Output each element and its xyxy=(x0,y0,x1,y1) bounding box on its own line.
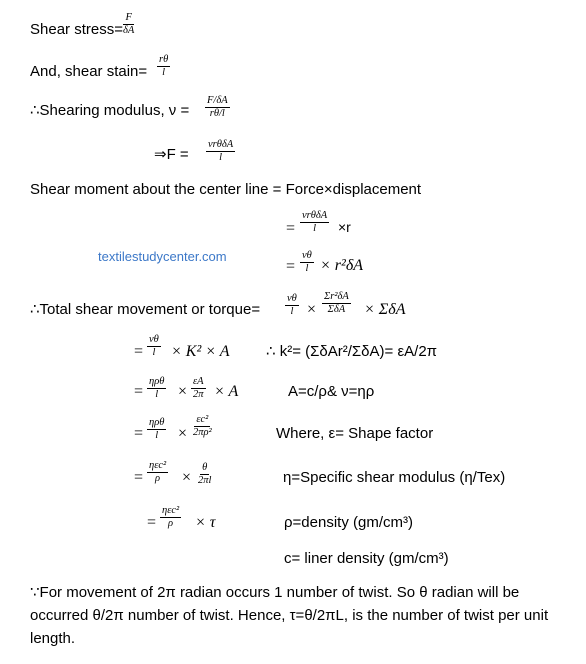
shearing-modulus-fraction xyxy=(205,95,230,120)
torque-fraction-1 xyxy=(285,293,299,318)
fraction-numerator: εA xyxy=(193,376,204,387)
fraction-numerator: ηρθ xyxy=(149,376,165,387)
fraction-numerator: θ xyxy=(202,462,208,473)
fraction-numerator: Σr²δA xyxy=(324,291,349,302)
equals-sign: = xyxy=(286,220,296,237)
shearing-modulus-label: ∴Shearing modulus, ν = xyxy=(30,102,190,119)
times-sign: × xyxy=(307,301,317,318)
density-note: ρ=density (gm/cm³) xyxy=(284,514,413,531)
linear-density-note: c= liner density (gm/cm³) xyxy=(284,550,449,567)
fraction-denominator: l xyxy=(219,152,223,163)
fraction-denominator: ΣδA xyxy=(327,304,346,315)
fraction-numerator: rθ xyxy=(159,54,169,65)
r1-fraction xyxy=(147,334,161,359)
force-label: ⇒F = xyxy=(154,146,189,163)
equals-sign: = xyxy=(134,383,144,400)
shear-strain-label: And, shear stain= xyxy=(30,63,148,80)
r3-fraction-1 xyxy=(147,417,166,442)
fraction-denominator: l xyxy=(152,347,156,358)
fraction-numerator: νrθδA xyxy=(208,139,234,150)
fraction-numerator: εc² xyxy=(196,414,209,425)
equals-sign: = xyxy=(134,425,144,442)
shear-stress-fraction xyxy=(121,12,136,37)
fraction-denominator: δA xyxy=(123,25,135,36)
shear-strain-fraction xyxy=(157,54,170,79)
total-torque-label: ∴Total shear movement or torque= xyxy=(30,301,261,318)
watermark-text: textilestudycenter.com xyxy=(98,249,227,264)
fraction-numerator: F xyxy=(125,12,132,23)
r4-fraction-2 xyxy=(196,462,213,487)
moment-fraction-2 xyxy=(300,250,314,275)
shape-factor-note: Where, ε= Shape factor xyxy=(276,425,434,442)
fraction-numerator: F/δA xyxy=(207,95,228,106)
fraction-numerator: νrθδA xyxy=(302,210,328,221)
r5-fraction xyxy=(160,505,181,530)
fraction-denominator: ρ xyxy=(168,518,174,529)
fraction-numerator: νθ xyxy=(287,293,297,304)
twist-explanation-paragraph: ∵For movement of 2π radian occurs 1 number of twist. So θ radian will be occurred θ/2π number of twist. Hence, τ=θ/2πL, is the number of twist per unit length. xyxy=(30,584,549,647)
fraction-numerator: ηεc² xyxy=(162,505,180,516)
fraction-denominator: l xyxy=(155,389,159,400)
force-fraction xyxy=(206,139,235,164)
shear-moment-text: Shear moment about the center line = Force×displacement xyxy=(30,181,422,198)
shear-stress-label: Shear stress= xyxy=(30,21,123,38)
r2-fraction-1 xyxy=(147,376,166,401)
fraction-denominator: l xyxy=(305,263,309,274)
times-sign: × xyxy=(178,425,188,442)
fraction-denominator: ρ xyxy=(155,473,161,484)
fraction-denominator: 2πl xyxy=(198,475,212,486)
r-squared-dA: × r²δA xyxy=(320,257,364,274)
fraction-numerator: ηεc² xyxy=(149,460,167,471)
moment-fraction xyxy=(300,210,329,235)
k-squared-note: ∴ k²= (ΣδAr²/ΣδA)= εA/2π xyxy=(266,343,438,360)
equals-sign: = xyxy=(134,343,144,360)
r1-tail: × K² × A xyxy=(171,343,230,360)
fraction-denominator: l xyxy=(313,223,317,234)
fraction-denominator: l xyxy=(290,306,294,317)
torque-fraction-2 xyxy=(322,291,351,316)
fraction-denominator: rθ/l xyxy=(209,108,225,119)
times-sign: × xyxy=(178,383,188,400)
specific-shear-modulus-note: η=Specific shear modulus (η/Tex) xyxy=(283,469,506,486)
sum-dA: × ΣδA xyxy=(364,301,406,318)
fraction-numerator: νθ xyxy=(149,334,159,345)
fraction-numerator: νθ xyxy=(302,250,312,261)
equals-sign: = xyxy=(134,469,144,486)
fraction-denominator: 2π xyxy=(193,389,204,400)
times-sign: × xyxy=(182,469,192,486)
r4-fraction-1 xyxy=(147,460,168,485)
equals-sign: = xyxy=(286,258,296,275)
fraction-denominator: 2πρ² xyxy=(193,427,212,438)
equals-sign: = xyxy=(147,514,157,531)
r3-fraction-2 xyxy=(191,414,214,439)
fraction-numerator: ηρθ xyxy=(149,417,165,428)
times-r: ×r xyxy=(338,219,351,235)
times-tau: × τ xyxy=(195,514,216,531)
area-relation-note: A=c/ρ& ν=ηρ xyxy=(288,383,375,400)
r2-fraction-2 xyxy=(191,376,206,401)
fraction-denominator: l xyxy=(155,430,159,441)
fraction-denominator: l xyxy=(162,67,166,78)
r2-tail: × A xyxy=(214,383,239,400)
